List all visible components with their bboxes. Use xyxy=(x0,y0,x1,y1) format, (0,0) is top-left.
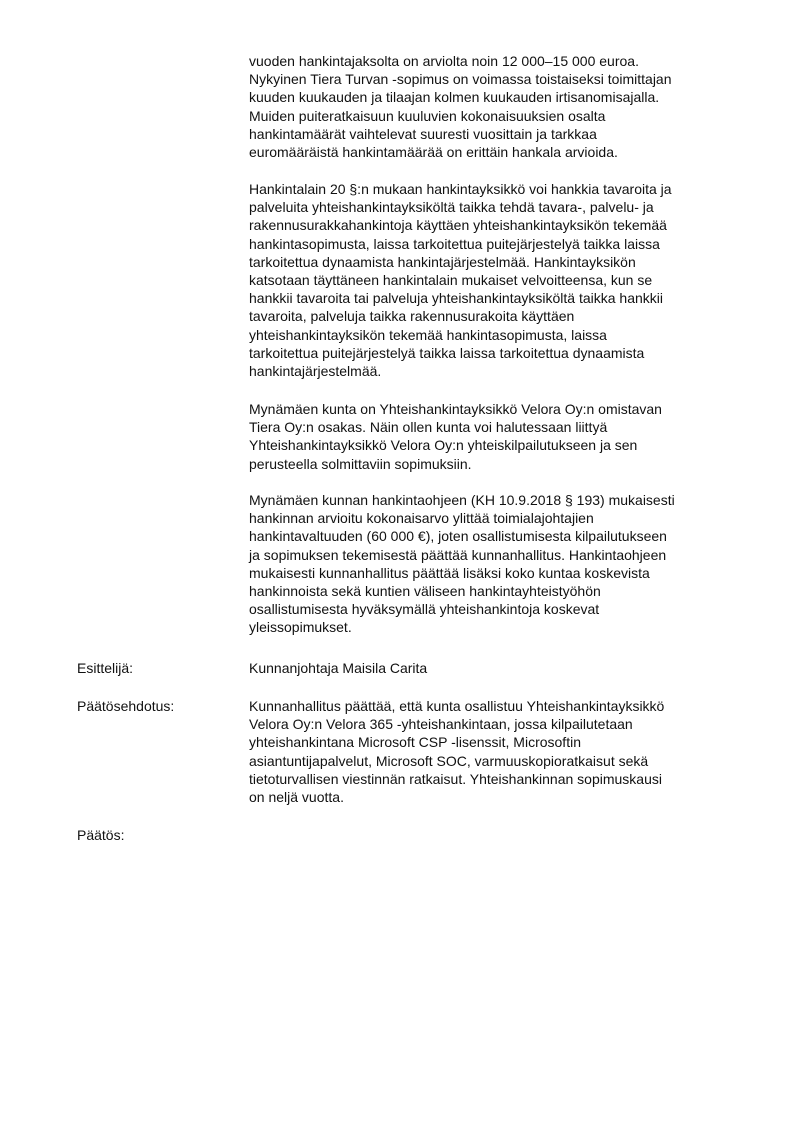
member-paragraph xyxy=(249,400,737,473)
text-line: hankinnan arvioitu kokonaisarvo ylittää toimialajohtajien xyxy=(249,510,594,527)
text-line: osallistumisesta hyväksymällä yhteishankintoja koskevat xyxy=(249,601,600,618)
decision-label: Päätös: xyxy=(77,827,125,843)
text-line: tavaroita, palveluja taikka rakennusurakoita käyttäen xyxy=(249,308,575,325)
continuation-paragraph xyxy=(249,52,737,161)
text-line: Mynämäen kunnan hankintaohjeen (KH 10.9.2018 § 193) mukaisesti xyxy=(249,492,675,508)
text-line: kuuden kuukauden ja tilaajan kolmen kuukauden irtisanomisajalla. xyxy=(249,89,660,106)
proposal-label: Päätösehdotus: xyxy=(77,698,175,714)
text-line: asiantuntijapalvelut, Microsoft SOC, varmuuskopioratkaisut sekä xyxy=(249,752,649,769)
text-line: yhteishankintana Microsoft CSP -lisenssit, Microsoftin xyxy=(249,734,581,751)
text-line: on neljä vuotta. xyxy=(249,789,344,806)
presenter-name: Kunnanjohtaja Maisila Carita xyxy=(249,660,428,676)
text-line: tarkoitettua dynaamista hankintajärjestelmää. Hankintayksikön xyxy=(249,253,636,270)
text-line: hankintavaltuuden (60 000 €), joten osallistumisesta kilpailutukseen xyxy=(249,528,667,545)
presenter-label: Esittelijä: xyxy=(77,660,134,676)
text-line: vuoden hankintajaksolta on arviolta noin 12 000–15 000 euroa. xyxy=(249,53,639,69)
text-line: tietoturvallisen viestinnän ratkaisut. Yhteishankinnan sopimuskausi xyxy=(249,770,662,787)
text-line: yleissopimukset. xyxy=(249,619,352,636)
text-line: hankinnoista sekä kuntien väliseen hankintayhteistyöhön xyxy=(249,583,601,600)
text-line: ja sopimuksen tekemisestä päättää kunnanhallitus. Hankintaohjeen xyxy=(249,546,667,563)
proposal-paragraph xyxy=(249,697,737,806)
text-line: tarkoitettua puitejärjestelyä taikka laissa tarkoitettua dynaamista xyxy=(249,344,645,361)
text-line: hankintamäärät vaihtelevat suuresti vuosittain ja tarkkaa xyxy=(249,125,597,142)
text-line: Kunnanhallitus päättää, että kunta osallistuu Yhteishankintayksikkö xyxy=(249,698,665,714)
text-line: hankkii tavaroita tai palveluja yhteishankintayksiköltä taikka hankkii xyxy=(249,290,663,307)
text-line: Yhteishankintayksikkö Velora Oy:n yhteiskilpailutukseen ja sen xyxy=(249,437,638,454)
text-line: mukaisesti kunnanhallitus päättää lisäksi koko kuntaa koskevista xyxy=(249,564,650,581)
text-line: Velora Oy:n Velora 365 -yhteishankintaan, jossa kilpailutetaan xyxy=(249,716,633,733)
text-line: euromääräistä hankintamäärää on erittäin hankala arvioida. xyxy=(249,144,618,161)
text-line: Tiera Oy:n osakas. Näin ollen kunta voi halutessaan liittyä xyxy=(249,419,608,436)
text-line: Muiden puiteratkaisuun kuuluvien kokonaisuuksien osalta xyxy=(249,107,606,124)
text-line: Nykyinen Tiera Turvan -sopimus on voimassa toistaiseksi toimittajan xyxy=(249,71,672,88)
text-line: hankintajärjestelmää. xyxy=(249,363,382,380)
text-line: hankintasopimusta, laissa tarkoitettua puitejärjestelyä taikka laissa xyxy=(249,235,660,252)
instructions-paragraph xyxy=(249,491,737,637)
text-line: Hankintalain 20 §:n mukaan hankintayksikkö voi hankkia tavaroita ja xyxy=(249,181,672,197)
text-line: palveluita yhteishankintayksiköltä taikka tehdä tavara-, palvelu- ja xyxy=(249,199,654,216)
text-line: katsotaan täyttäneen hankintalain mukaiset velvoitteensa, kun se xyxy=(249,272,653,289)
text-line: Mynämäen kunta on Yhteishankintayksikkö Velora Oy:n omistavan xyxy=(249,401,662,417)
presenter-value xyxy=(249,659,737,677)
text-line: yhteishankintayksikön tekemää hankintasopimusta, laissa xyxy=(249,326,607,343)
text-line: perusteella solmittaviin sopimuksiin. xyxy=(249,455,472,472)
law-paragraph xyxy=(249,180,737,380)
text-line: rakennusurakkahankintoja käyttäen yhteishankintayksikön tekemää xyxy=(249,217,667,234)
